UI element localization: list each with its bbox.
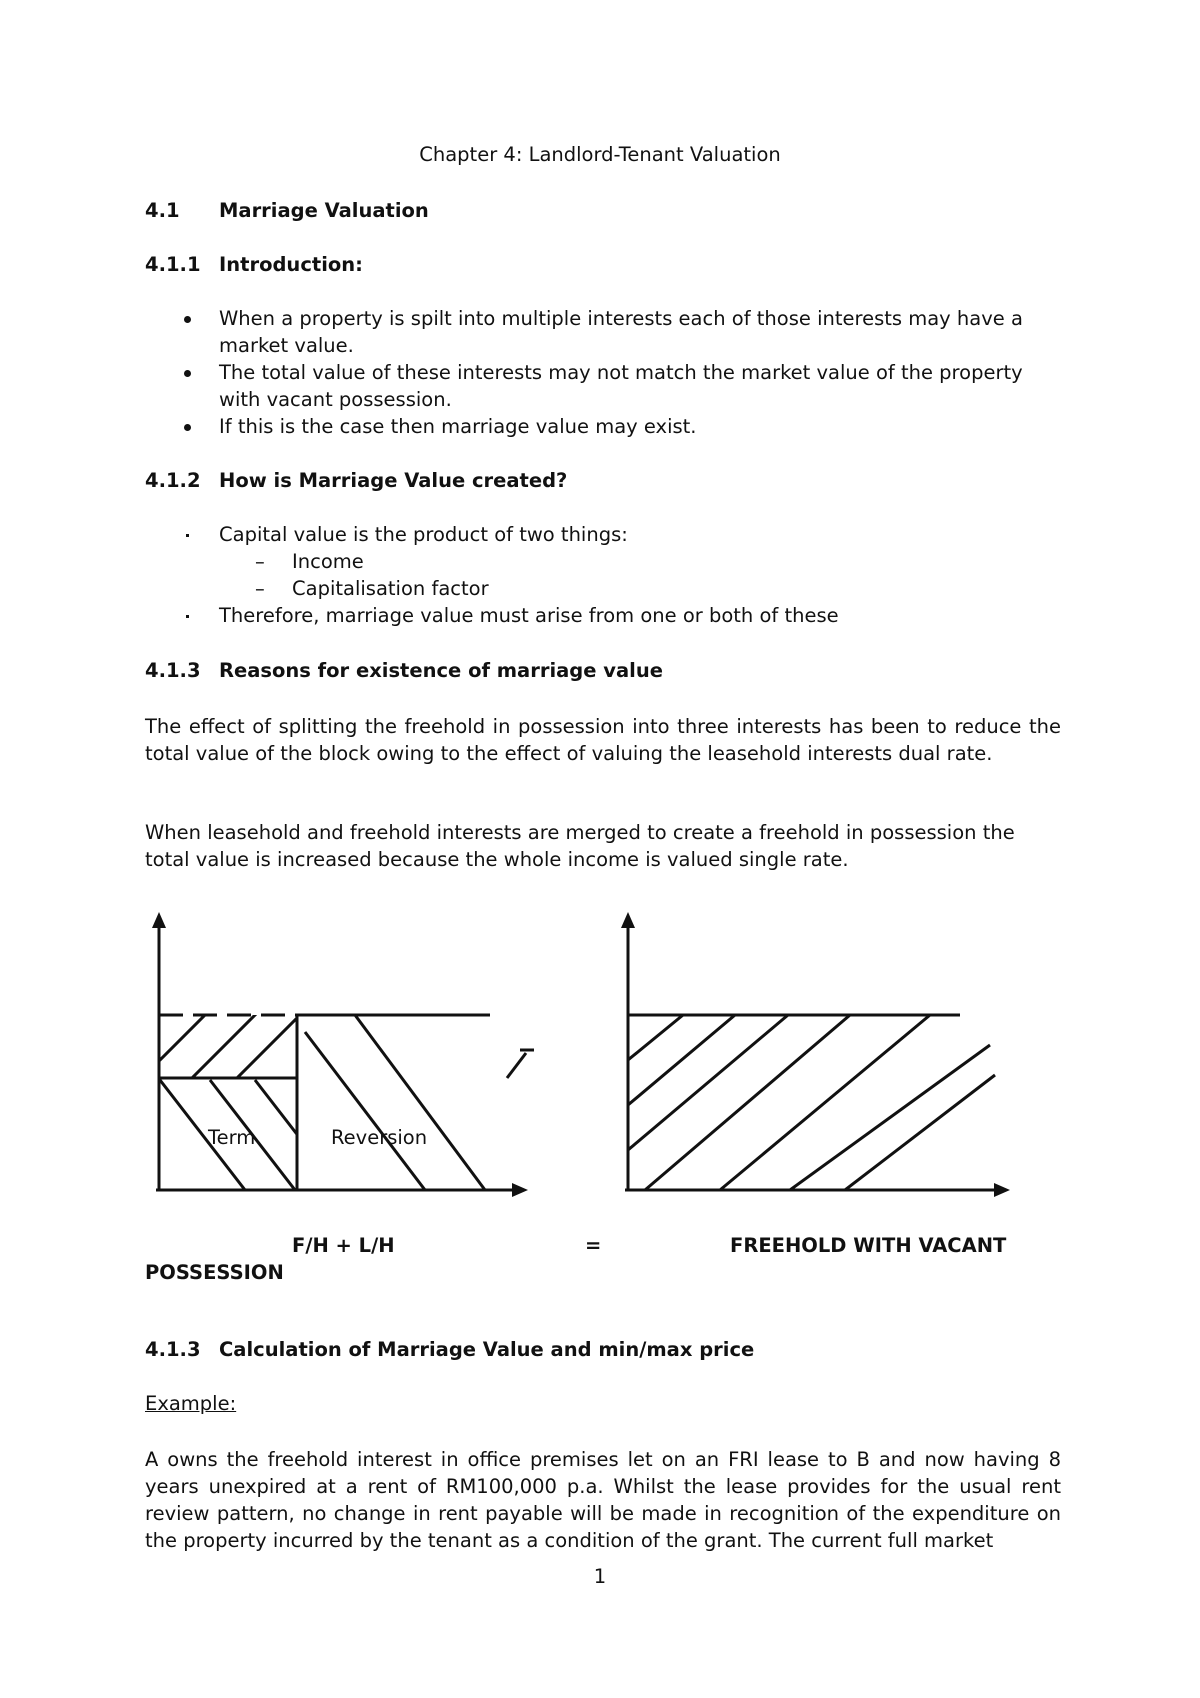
section-number-4-1-3: 4.1.3: [145, 659, 201, 682]
example-paragraph: A owns the freehold interest in office premises let on an FRI lease to B and now having 8 years unexpired at a rent of RM100,000 p.a. Whilst the lease provides for the usual rent review pattern, no change in rent payable will be made in recognition of the expenditure on the property incurred by the tenant as a condition of the grant. The current full market: [145, 1448, 1061, 1552]
paragraph-merge-effect-line1: When leasehold and freehold interests are merged to create a freehold in possession the: [145, 821, 1015, 844]
caption-possession: POSSESSION: [145, 1261, 284, 1284]
left-y-arrow: [152, 912, 166, 928]
term-label: Term: [208, 1126, 256, 1149]
bullet-text: The total value of these interests may not match the market value of the property: [219, 361, 1023, 384]
caption-freehold-vacant: FREEHOLD WITH VACANT: [730, 1234, 1007, 1257]
left-x-arrow: [512, 1183, 528, 1197]
marriage-value-diagram: [0, 900, 1200, 1200]
sub-bullet-dash: –: [255, 550, 265, 573]
section-number-4-1-3-calc: 4.1.3: [145, 1338, 201, 1361]
bullet-square: [186, 615, 189, 618]
section-title-calculation: Calculation of Marriage Value and min/max price: [219, 1338, 755, 1361]
sub-bullet-dash: –: [255, 577, 265, 600]
caption-equals: =: [585, 1234, 602, 1257]
section-number-4-1-1: 4.1.1: [145, 253, 201, 276]
section-title-4-1-2: How is Marriage Value created?: [219, 469, 568, 492]
section-title-4-1-3: Reasons for existence of marriage value: [219, 659, 663, 682]
paragraph-merge-effect-line2: total value is increased because the whole income is valued single rate.: [145, 848, 849, 871]
example-label: Example:: [145, 1392, 237, 1415]
section-number-4-1: 4.1: [145, 199, 180, 222]
sub-bullet-text: Income: [292, 550, 364, 573]
bullet-text-continuation: market value.: [219, 334, 354, 357]
paragraph-splitting-effect: The effect of splitting the freehold in possession into three interests has been to reduce the total value of the block owing to the effect of valuing the leasehold interests dual rate.: [145, 715, 1061, 765]
bullet-text: Therefore, marriage value must arise from one or both of these: [219, 604, 839, 627]
bullet-text: When a property is spilt into multiple interests each of those interests may have a: [219, 307, 1023, 330]
chapter-title: Chapter 4: Landlord-Tenant Valuation: [419, 143, 781, 166]
caption-fh-lh: F/H + L/H: [292, 1234, 395, 1257]
bullet-text: If this is the case then marriage value may exist.: [219, 415, 697, 438]
bullet-text: Capital value is the product of two things:: [219, 523, 628, 546]
section-title-4-1: Marriage Valuation: [219, 199, 429, 222]
not-equal-slash-upper: [507, 1053, 526, 1078]
sub-bullet-text: Capitalisation factor: [292, 577, 489, 600]
right-x-arrow: [994, 1183, 1010, 1197]
bullet-dot: [184, 316, 191, 323]
reversion-label: Reversion: [331, 1126, 428, 1149]
bullet-text-continuation: with vacant possession.: [219, 388, 452, 411]
page-number: 1: [593, 1565, 607, 1588]
bullet-square: [186, 534, 189, 537]
right-y-arrow: [621, 912, 635, 928]
bullet-dot: [184, 424, 191, 431]
bullet-dot: [184, 370, 191, 377]
section-number-4-1-2: 4.1.2: [145, 469, 201, 492]
section-title-4-1-1: Introduction:: [219, 253, 363, 276]
